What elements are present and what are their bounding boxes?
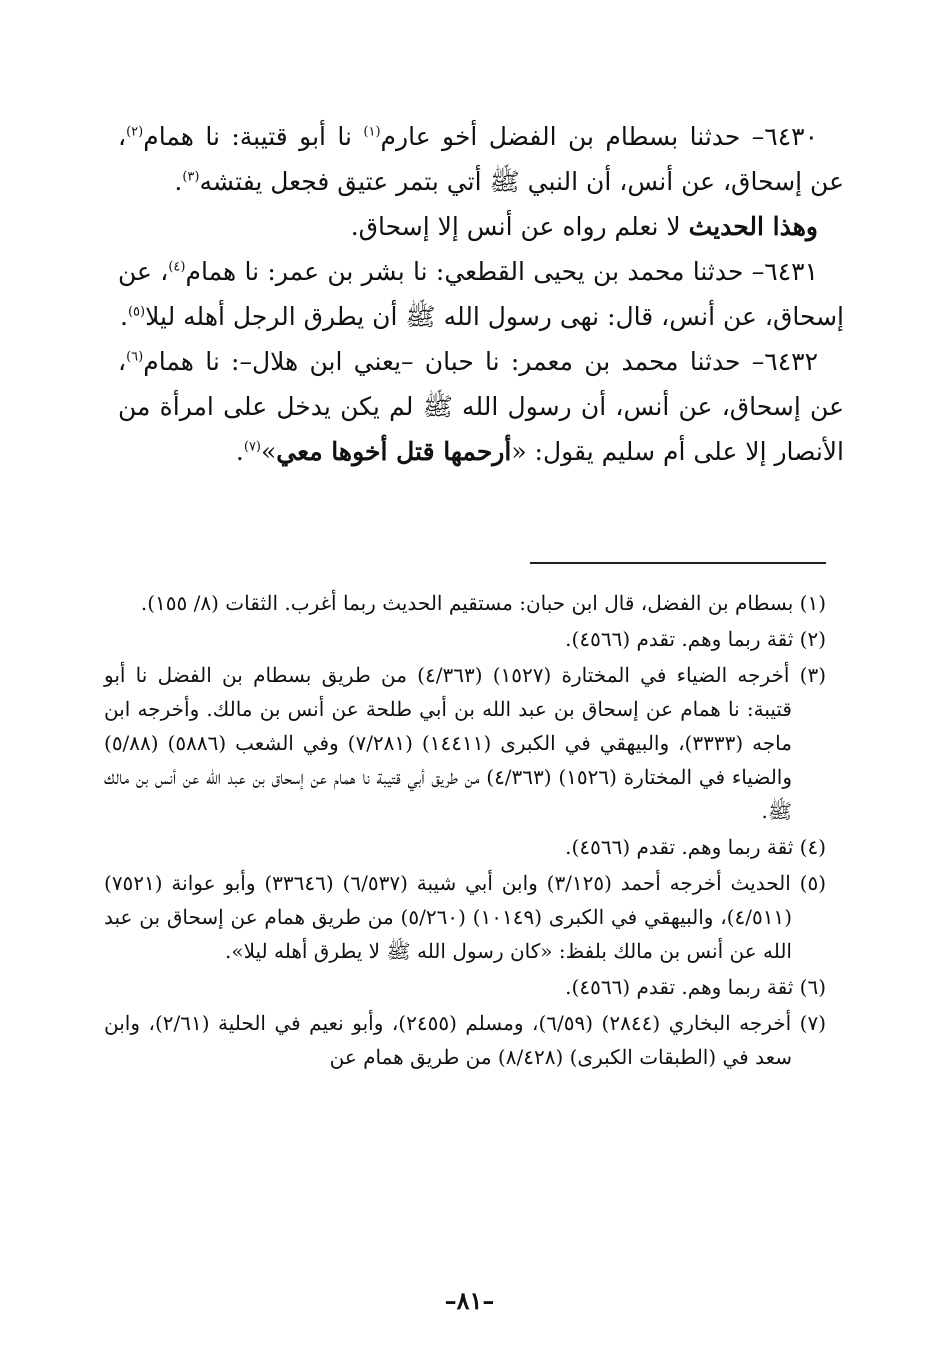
hadith-quote-bold: أرحمها قتل أخوها معي bbox=[276, 437, 512, 466]
hadith-text: ٦٤٣٠– حدثنا بسطام بن الفضل أخو عارم bbox=[380, 122, 818, 151]
footnote-ref: (٥) bbox=[127, 304, 146, 320]
author-note bbox=[118, 204, 844, 249]
footnote-separator bbox=[530, 562, 826, 564]
footnote-ref: (١) bbox=[363, 124, 381, 140]
footnote-ref: (٤) bbox=[168, 259, 186, 275]
hadith-text: ، عن إسحاق، عن أنس، قال: نهى رسول الله ﷺ أن يطرق الرجل أهله ليلا bbox=[118, 257, 844, 331]
footnote-ref: (٧) bbox=[243, 439, 261, 455]
footnote-3: (٣) أخرجه الضياء في المختارة (١٥٢٧) (٤/٣٦٣) من طريق بسطام بن الفضل نا أبو قتيبة: نا همام عن إسحاق بن عبد الله بن أبي طلحة عن أنس بن مالك. وأخرجه ابن ماجه (٣٣٣٣)، والبيهقي في الكبرى (١٤٤١١) (٧/٢٨١) وفي الشعب (٥٨٨٦) (٥/٨٨) والضياء في المختارة (١٥٢٦) (٤/٣٦٣) من طريق أبي قتيبة نا همام عن إسحاق بن عبد الله عن أنس بن مالك ﷺ. bbox=[104, 663, 826, 823]
hadith-text: نا أبو قتيبة: نا همام bbox=[143, 122, 364, 151]
footnote-5: (٥) الحديث أخرجه أحمد (٣/١٢٥) وابن أبي شيبة (٦/٥٣٧) (٣٣٦٤٦) وأبو عوانة (٧٥٢١) (٤/٥١١)، والبيهقي في الكبرى (١٠١٤٩) (٥/٢٦٠) من طريق همام عن إسحاق بن عبد الله عن أنس بن مالك بلفظ: «كان رسول الله ﷺ لا يطرق أهله ليلا». bbox=[104, 871, 827, 963]
footnote-ref: (٢) bbox=[126, 124, 144, 140]
footnote-7: (٧) أخرجه البخاري (٢٨٤٤) (٦/٥٩)، ومسلم (٢٤٥٥)، وأبو نعيم في الحلية (٢/٦١)، وابن سعد في (الطبقات الكبرى) (٨/٤٢٨) من طريق همام عن bbox=[104, 1011, 827, 1069]
footnote-6: (٦) ثقة ربما وهم. تقدم (٤٥٦٦). bbox=[565, 975, 826, 999]
footnote-ref: (٦) bbox=[126, 349, 144, 365]
hadith-text: ، عن إسحاق، عن أنس، أن النبي ﷺ أتي بتمر عتيق فجعل يفتشه bbox=[118, 122, 844, 196]
footnote-1: (١) بسطام بن الفضل، قال ابن حبان: مستقيم الحديث ربما أغرب. الثقات (٨/ ١٥٥). bbox=[140, 591, 826, 615]
hadith-6430 bbox=[118, 114, 844, 204]
hadith-text: ٦٤٣٢– حدثنا محمد بن معمر: نا حبان –يعني ابن هلال–: نا همام bbox=[143, 347, 818, 376]
hadith-text: » bbox=[261, 437, 277, 466]
hadith-text: . bbox=[174, 167, 183, 196]
page-number: –٨١– bbox=[444, 1286, 495, 1315]
footnote-2: (٢) ثقة ربما وهم. تقدم (٤٥٦٦). bbox=[565, 627, 826, 651]
author-note-text: لا نعلم رواه عن أنس إلا إسحاق. bbox=[350, 212, 689, 241]
footnote-4: (٤) ثقة ربما وهم. تقدم (٤٥٦٦). bbox=[565, 835, 826, 859]
hadith-text: ٦٤٣١– حدثنا محمد بن يحيى القطعي: نا بشر بن عمر: نا همام bbox=[185, 257, 819, 286]
hadith-text: ، عن إسحاق، عن أنس، أن رسول الله ﷺ لم يكن يدخل على امرأة من الأنصار إلا على أم سليم يقول: « bbox=[118, 347, 844, 466]
footnotes bbox=[104, 586, 826, 1076]
hadith-body bbox=[118, 114, 844, 474]
hadith-6432 bbox=[118, 339, 844, 474]
hadith-text: . bbox=[120, 302, 128, 331]
author-note-bold: وهذا الحديث bbox=[688, 212, 818, 241]
footnote-ref: (٣) bbox=[182, 169, 200, 185]
hadith-text: . bbox=[235, 437, 244, 466]
hadith-6431 bbox=[118, 249, 844, 339]
